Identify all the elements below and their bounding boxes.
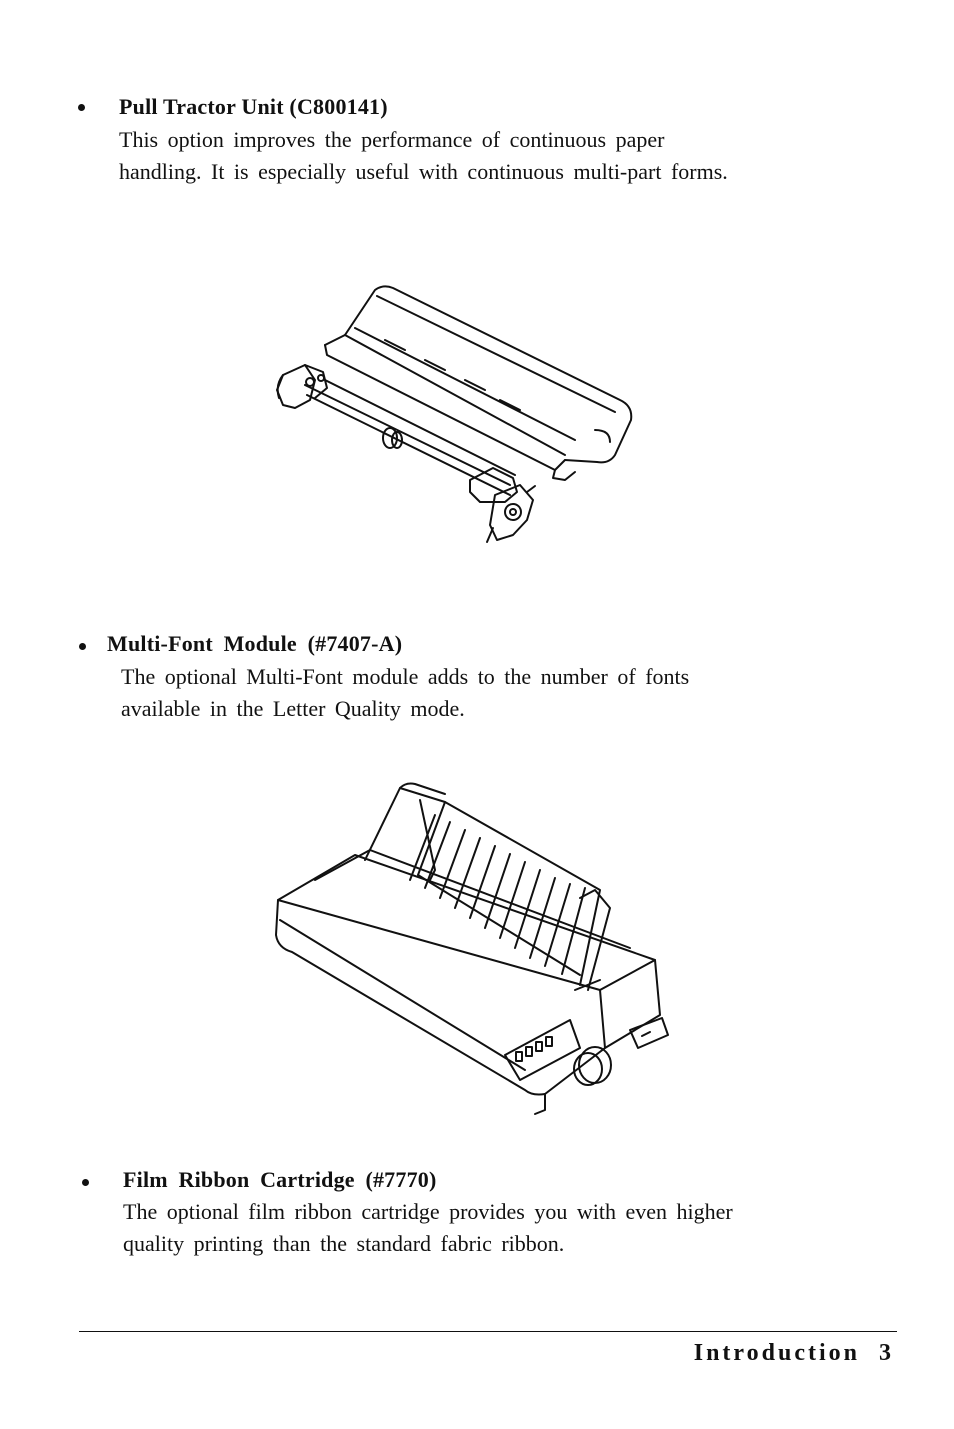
option-text-pull-tractor-line1: This option improves the performance of continuous paper	[119, 127, 665, 152]
pull-tractor-unit-illustration-icon	[265, 280, 645, 550]
page-footer	[694, 1340, 894, 1367]
footer-divider	[79, 1331, 897, 1332]
option-title-pull-tractor: Pull Tractor Unit (C800141)	[119, 94, 388, 119]
bullet-multi-font	[79, 643, 86, 650]
option-title-film-ribbon: Film Ribbon Cartridge (#7770)	[123, 1167, 437, 1192]
option-text-film-ribbon-line2: quality printing than the standard fabric ribbon.	[123, 1231, 565, 1256]
option-text-multi-font-line2: available in the Letter Quality mode.	[121, 696, 465, 721]
footer-page-number: 3	[879, 1340, 894, 1366]
bullet-film-ribbon	[82, 1179, 89, 1186]
option-text-multi-font-line1: The optional Multi-Font module adds to the number of fonts	[121, 664, 690, 689]
option-text-film-ribbon-line1: The optional film ribbon cartridge provides you with even higher	[123, 1199, 733, 1224]
option-title-multi-font: Multi-Font Module (#7407-A)	[107, 631, 403, 656]
bullet-pull-tractor	[78, 104, 85, 111]
dot-matrix-printer-illustration-icon	[270, 780, 690, 1125]
option-text-pull-tractor-line2: handling. It is especially useful with continuous multi-part forms.	[119, 159, 728, 184]
footer-section-title: Introduction	[693, 1340, 860, 1366]
